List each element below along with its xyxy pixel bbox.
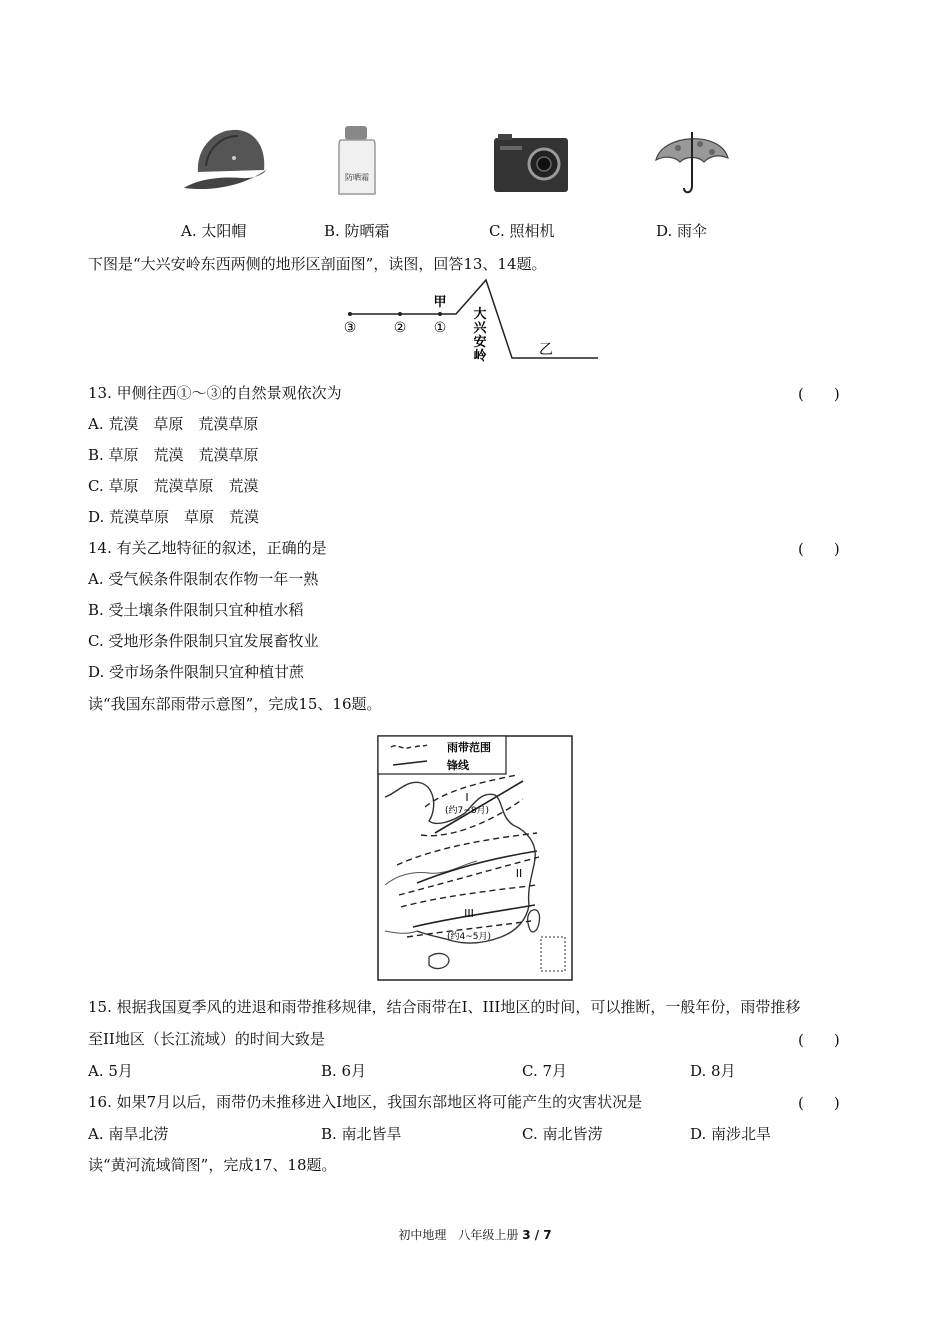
q13-option-a[interactable]: A. 荒漠 草原 荒漠草原 (88, 415, 259, 433)
sunscreen-icon (335, 124, 379, 198)
q15-answer-paren[interactable]: ( ) (798, 1031, 840, 1049)
camera-icon (492, 132, 570, 194)
profile-mountain-char-2: 兴 (473, 321, 487, 336)
terrain-profile-diagram (336, 278, 598, 370)
profile-jia: 甲 (433, 295, 447, 310)
q15-option-a[interactable]: A. 5月 (88, 1062, 133, 1080)
profile-point-3: ③ (343, 320, 357, 336)
profile-point-1: ① (433, 320, 447, 336)
q13-option-c[interactable]: C. 草原 荒漠草原 荒漠 (88, 477, 259, 495)
profile-point-2-dot (398, 312, 402, 316)
profile-mountain-char-3: 安 (473, 335, 487, 350)
q12-option-b[interactable]: B. 防晒霜 (324, 222, 390, 240)
cap-icon (176, 122, 276, 196)
q14-stem: 14. 有关乙地特征的叙述，正确的是 (88, 539, 327, 557)
belt-time-I: (约7~8月) (444, 806, 490, 816)
q12-option-d[interactable]: D. 雨伞 (656, 222, 708, 240)
profile-point-1-dot (438, 312, 442, 316)
q13-stem: 13. 甲侧往西①～③的自然景观依次为 (88, 384, 342, 402)
page-footer (0, 1226, 950, 1243)
belt-label-I: I (465, 791, 469, 804)
q16-option-d[interactable]: D. 南涉北旱 (690, 1125, 772, 1143)
footer-course: 初中地理 八年级上册 (398, 1228, 519, 1242)
q13-option-b[interactable]: B. 草原 荒漠 荒漠草原 (88, 446, 259, 464)
q16-stem: 16. 如果7月以后，雨带仍未推移进入I地区，我国东部地区将可能产生的灾害状况是 (88, 1093, 643, 1111)
q14-option-d[interactable]: D. 受市场条件限制只宜种植甘蔗 (88, 663, 305, 681)
footer-page-number: 3 / 7 (522, 1228, 552, 1242)
profile-point-3-dot (348, 312, 352, 316)
q16-option-c[interactable]: C. 南北皆涝 (522, 1125, 603, 1143)
hainan-island (429, 954, 449, 969)
intro-13-14: 下图是“大兴安岭东西两侧的地形区剖面图”，读图，回答13、14题。 (88, 255, 547, 273)
belt-label-III: III (464, 907, 474, 920)
q14-answer-paren[interactable]: ( ) (798, 540, 840, 558)
profile-yi: 乙 (539, 342, 553, 358)
q14-option-c[interactable]: C. 受地形条件限制只宜发展畜牧业 (88, 632, 319, 650)
q14-option-a[interactable]: A. 受气候条件限制农作物一年一熟 (88, 570, 319, 588)
rain-belt-map (377, 735, 573, 981)
q14-option-b[interactable]: B. 受土壤条件限制只宜种植水稻 (88, 601, 304, 619)
south-sea-inset (541, 937, 565, 971)
q13-answer-paren[interactable]: ( ) (798, 385, 840, 403)
intro-15-16: 读“我国东部雨带示意图”，完成15、16题。 (88, 695, 382, 713)
q16-option-a[interactable]: A. 南旱北涝 (88, 1125, 169, 1143)
q16-option-b[interactable]: B. 南北皆旱 (321, 1125, 402, 1143)
q15-option-c[interactable]: C. 7月 (522, 1062, 568, 1080)
belt-label-II: II (515, 867, 523, 880)
legend-range: 雨带范围 (447, 741, 491, 754)
svg-text:防晒霜: 防晒霜 (345, 173, 369, 182)
profile-point-2: ② (393, 320, 407, 336)
q16-answer-paren[interactable]: ( ) (798, 1094, 840, 1112)
q15-stem-line2: 至II地区（长江流域）的时间大致是 (88, 1030, 325, 1048)
profile-mountain-char-4: 岭 (473, 349, 487, 364)
q12-option-a[interactable]: A. 太阳帽 (181, 222, 247, 240)
q13-option-d[interactable]: D. 荒漠草原 草原 荒漠 (88, 508, 260, 526)
q15-option-b[interactable]: B. 6月 (321, 1062, 367, 1080)
umbrella-icon (652, 124, 732, 198)
profile-mountain-char-1: 大 (473, 307, 487, 322)
legend-front: 锋线 (447, 759, 469, 772)
intro-17-18: 读“黄河流域简图”，完成17、18题。 (88, 1156, 337, 1174)
q15-option-d[interactable]: D. 8月 (690, 1062, 736, 1080)
q12-option-c[interactable]: C. 照相机 (489, 222, 555, 240)
belt-time-III: (约4~5月) (446, 932, 492, 942)
q15-stem-line1: 15. 根据我国夏季风的进退和雨带推移规律，结合雨带在I、III地区的时间，可以推断，一般年份，雨带推移 (88, 998, 801, 1016)
